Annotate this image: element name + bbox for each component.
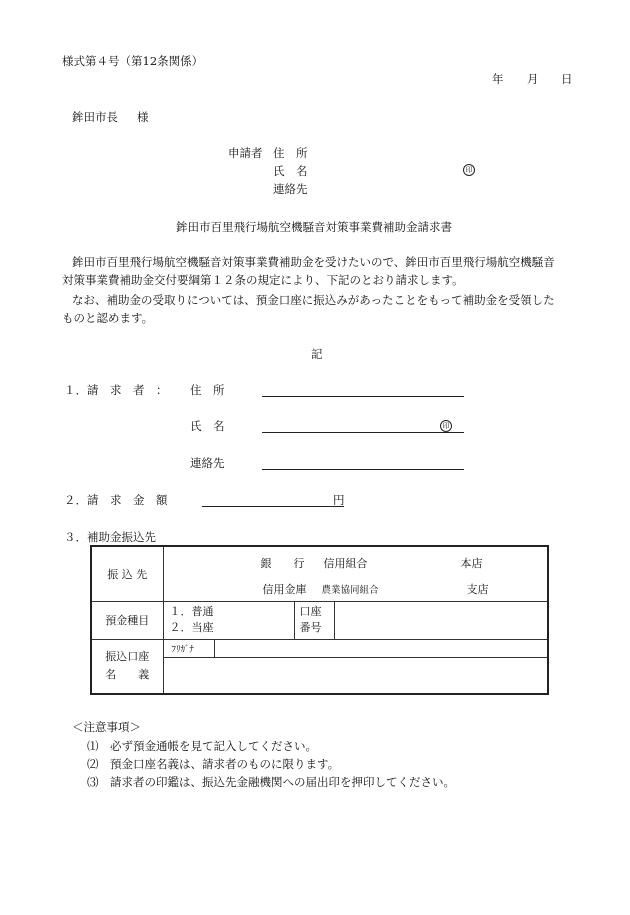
addressee-name: 鉾田市長	[72, 110, 118, 124]
item1-address-label: 住 所	[190, 383, 225, 397]
applicant-address-label: 住 所	[273, 146, 308, 160]
item1-contact-line[interactable]	[262, 469, 464, 470]
account-number-label-1: 口座	[299, 605, 322, 618]
account-holder-name-cell[interactable]	[163, 657, 548, 694]
note-item-3: ⑶ 請求者の印鑑は、振込先金融機関への届出印を押印してください。	[87, 775, 455, 789]
applicant-seal-icon: 印	[463, 164, 475, 176]
item1-label: １．請 求 者 ：	[64, 383, 168, 397]
notes-heading: ＜注意事項＞	[72, 720, 141, 734]
ki-label: 記	[311, 347, 323, 361]
furigana-label: ﾌﾘｶﾞﾅ	[171, 644, 195, 655]
date-day: 日	[561, 72, 573, 86]
noukyou-label: 農業協同組合	[321, 585, 379, 596]
account-number-label-2: 番号	[299, 621, 322, 634]
furigana-label-cell	[163, 639, 214, 657]
account-number-label-cell	[294, 601, 334, 639]
date-year: 年	[492, 72, 504, 86]
note-item-2: ⑵ 預金口座名義は、請求者のものに限ります。	[87, 757, 340, 771]
applicant-name-label: 氏 名	[273, 164, 308, 178]
bank-dest-label-cell	[91, 546, 163, 601]
addressee-honorific: 様	[137, 110, 149, 124]
bank-name-cell[interactable]	[163, 546, 548, 601]
account-number-cell[interactable]	[334, 601, 548, 639]
applicant-label: 申請者	[228, 146, 263, 160]
bank-dest-label: 振 込 先	[107, 567, 148, 581]
body-para2-line2: ものと認めます。	[62, 311, 154, 325]
item2-unit: 円	[333, 493, 345, 507]
account-holder-label-2: 名 義	[105, 668, 150, 682]
applicant-contact-label: 連絡先	[273, 182, 308, 196]
note-item-1: ⑴ 必ず預金通帳を見て記入してください。	[87, 739, 317, 753]
item1-name-label: 氏 名	[190, 419, 225, 433]
bank-transfer-table	[90, 545, 549, 695]
body-para1-line2: 対策事業費補助金交付要綱第１２条の規定により、下記のとおり請求します。	[62, 273, 464, 287]
item2-amount-line[interactable]	[202, 506, 344, 507]
item1-contact-label: 連絡先	[190, 456, 225, 470]
item1-address-line[interactable]	[262, 396, 464, 397]
account-holder-label-cell	[91, 639, 163, 694]
account-type-options-cell[interactable]	[163, 601, 294, 639]
date-month: 月	[527, 72, 539, 86]
head-office-label: 本店	[460, 557, 483, 570]
furigana-input-cell[interactable]	[214, 639, 548, 657]
account-type-option-1[interactable]: １．普通	[169, 605, 214, 618]
credit-union-label: 信用組合	[323, 557, 368, 570]
account-type-option-2[interactable]: ２．当座	[169, 621, 214, 634]
body-para2-line1: なお、補助金の受取りについては、預金口座に振込みがあったことをもって補助金を受領した	[72, 293, 555, 307]
shinkin-label: 信用金庫	[262, 583, 307, 596]
bank-label: 銀 行	[260, 557, 305, 570]
item1-name-line[interactable]	[262, 432, 464, 433]
account-holder-label-1: 振込口座	[105, 650, 150, 664]
body-para1-line1: 鉾田市百里飛行場航空機騒音対策事業費補助金を受けたいので、鉾田市百里飛行場航空機騒音	[72, 255, 555, 269]
document-title: 鉾田市百里飛行場航空機騒音対策事業費補助金請求書	[176, 220, 452, 234]
form-number: 様式第４号（第12条関係）	[62, 54, 204, 68]
item2-label: ２．請 求 金 額	[64, 493, 168, 507]
item1-seal-icon: 印	[440, 420, 452, 432]
account-type-label: 預金種目	[105, 614, 150, 627]
item3-label: ３．補助金振込先	[64, 530, 156, 544]
account-type-label-cell	[91, 601, 163, 639]
branch-label: 支店	[466, 583, 489, 596]
